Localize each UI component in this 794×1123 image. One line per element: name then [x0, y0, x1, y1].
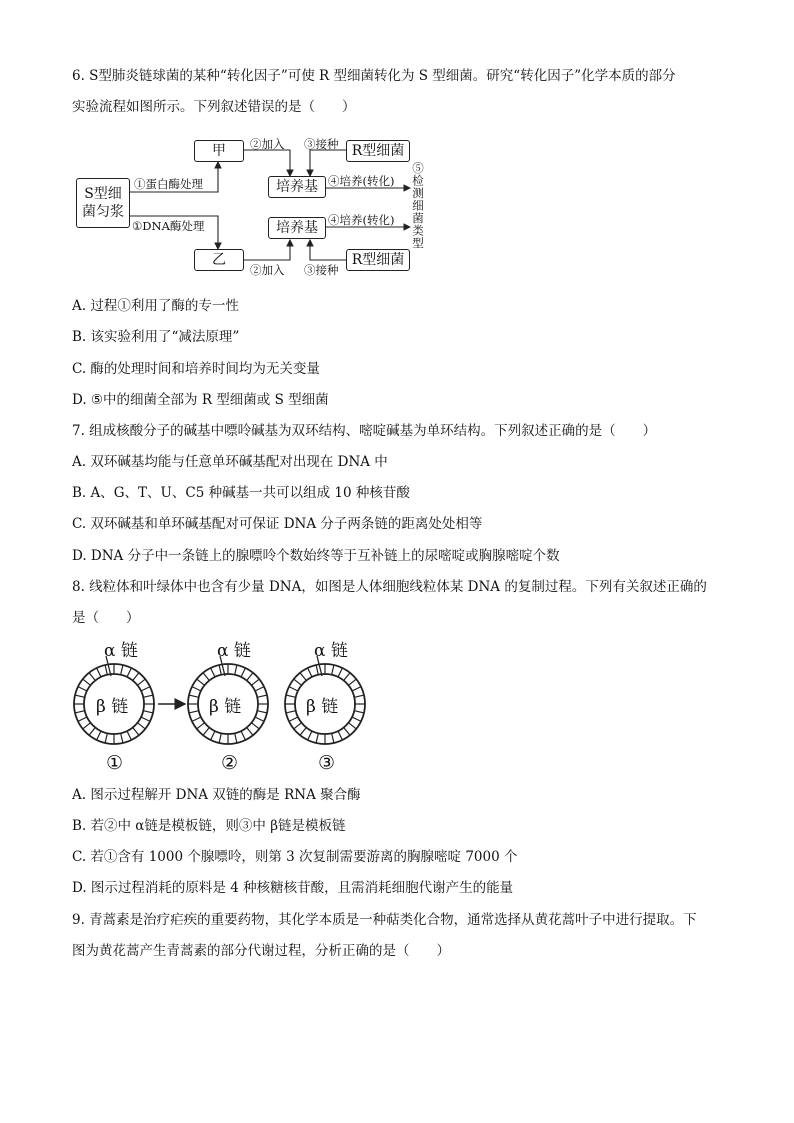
figure-num-3: ③	[318, 752, 336, 774]
source-box-line1: S型细	[84, 186, 122, 202]
label-protease: ①蛋白酶处理	[134, 177, 203, 191]
q8-stem-line2: 是（ ）	[72, 610, 140, 626]
box-jia: 甲	[194, 140, 244, 162]
label-inoculate-bottom: ③接种	[304, 263, 339, 277]
label-inoculate-top: ③接种	[304, 137, 339, 151]
q8-stem-line1: 8. 线粒体和叶绿体中也含有少量 DNA，如图是人体细胞线粒体某 DNA 的复制过程。下列有关叙述正确的	[72, 579, 707, 595]
figure-num-2: ②	[221, 752, 239, 774]
r-bacteria-top-box: R型细菌	[346, 140, 410, 162]
q7-option-a: A. 双环碱基均能与任意单环碱基配对出现在 DNA 中	[72, 454, 388, 470]
source-homogenate-box	[76, 178, 130, 228]
q6-option-c: C. 酶的处理时间和培养时间均为无关变量	[72, 361, 320, 377]
q7-option-d: D. DNA 分子中一条链上的腺嘌呤个数始终等于互补链上的尿嘧啶或胸腺嘧啶个数	[72, 548, 560, 564]
q7-option-c: C. 双环碱基和单环碱基配对可保证 DNA 分子两条链的距离处处相等	[72, 516, 483, 532]
q7-option-b: B. A、G、T、U、C5 种碱基一共可以组成 10 种核苷酸	[72, 485, 410, 501]
source-box-line2: 菌匀浆	[82, 204, 124, 220]
q6-option-b: B. 该实验利用了“减法原理”	[72, 329, 240, 345]
beta-label-2: β 链	[209, 697, 242, 717]
q8-option-a: A. 图示过程解开 DNA 双链的酶是 RNA 聚合酶	[72, 787, 361, 803]
q6-option-d: D. ⑤中的细菌全部为 R 型细菌或 S 型细菌	[72, 392, 329, 408]
label-culture-top: ④培养(转化)	[328, 174, 395, 188]
figure-num-1: ①	[106, 752, 124, 774]
label-add-top: ②加入	[250, 137, 285, 151]
beta-label-1: β 链	[96, 697, 129, 717]
alpha-label-3: α 链	[314, 641, 348, 661]
q6-stem-line1: 6. S型肺炎链球菌的某种“转化因子”可使 R 型细菌转化为 S 型细菌。研究“转化因子”化学本质的部分	[72, 68, 676, 84]
q8-mtdna-replication-figure	[72, 634, 372, 779]
q7-stem: 7. 组成核酸分子的碱基中嘌呤碱基为双环结构、嘧啶碱基为单环结构。下列叙述正确的是（ ）	[72, 423, 657, 439]
q8-option-d: D. 图示过程消耗的原料是 4 种核糖核苷酸，且需消耗细胞代谢产生的能量	[72, 880, 514, 896]
q6-experiment-diagram	[72, 136, 442, 282]
medium-top-box: 培养基	[268, 176, 326, 198]
label-add-bottom: ②加入	[250, 263, 285, 277]
medium-bottom-box: 培养基	[268, 217, 326, 239]
beta-label-3: β 链	[306, 697, 339, 717]
alpha-label-1: α 链	[104, 641, 138, 661]
label-culture-bottom: ④培养(转化)	[328, 213, 395, 227]
q9-stem-line1: 9. 青蒿素是治疗疟疾的重要药物，其化学本质是一种萜类化合物，通常选择从黄花蒿叶子中进行提取。下	[72, 912, 697, 928]
label-dnase: ①DNA酶处理	[132, 219, 205, 233]
box-yi: 乙	[194, 249, 244, 271]
q8-option-b: B. 若②中 α链是模板链，则③中 β链是模板链	[72, 818, 346, 834]
q9-stem-line2: 图为黄花蒿产生青蒿素的部分代谢过程，分析正确的是（ ）	[72, 943, 450, 959]
q6-stem-line2: 实验流程如图所示。下列叙述错误的是（ ）	[72, 99, 356, 115]
alpha-label-2: α 链	[217, 641, 251, 661]
r-bacteria-bottom-box: R型细菌	[346, 249, 410, 271]
q6-option-a: A. 过程①利用了酶的专一性	[72, 298, 239, 314]
label-detect-type: ⑤检测细菌类型	[411, 162, 425, 250]
q8-option-c: C. 若①含有 1000 个腺嘌呤，则第 3 次复制需要游离的胸腺嘧啶 7000 个	[72, 849, 518, 865]
